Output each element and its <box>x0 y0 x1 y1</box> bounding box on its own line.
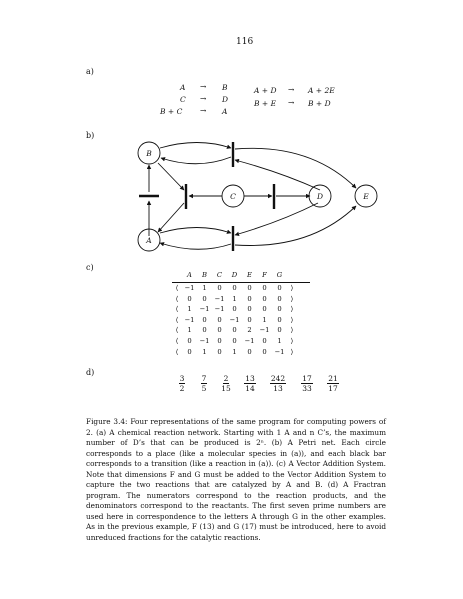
reaction-5-arrow: → <box>288 98 295 107</box>
fraction <box>269 374 287 393</box>
vas-header-cell: C <box>216 271 223 279</box>
vas-cell: 1 <box>187 326 192 335</box>
vas-row <box>172 326 297 334</box>
place-label-c: C <box>230 192 236 201</box>
reaction-1-lhs: A <box>180 83 186 92</box>
vas-cell: 1 <box>232 347 237 356</box>
arc <box>235 206 356 246</box>
vas-bracket: ⟩ <box>290 347 294 356</box>
arc <box>158 163 184 190</box>
vas-cell: 0 <box>187 337 192 345</box>
reaction-2-lhs: C <box>180 95 186 104</box>
vas-cell: 0 <box>187 294 192 303</box>
fraction-denominator: 2 <box>179 384 185 393</box>
reaction-1-arrow: → <box>200 82 207 91</box>
vas-cell: 0 <box>247 294 252 303</box>
reaction-2-rhs: D <box>222 95 229 104</box>
vas-divider <box>172 282 310 283</box>
vas-bracket: ⟨ <box>175 315 179 324</box>
place-label-d: D <box>316 192 324 201</box>
vas-cell: −1 <box>199 337 210 345</box>
vas-cell: 0 <box>232 326 237 335</box>
arc <box>160 243 231 249</box>
fraction <box>173 374 191 393</box>
vas-cell: −1 <box>259 326 270 335</box>
arc <box>235 148 356 188</box>
vas-cell: 0 <box>202 326 207 335</box>
arc <box>161 157 231 164</box>
vas-cell: 0 <box>232 337 237 345</box>
vas-bracket: ⟩ <box>290 326 294 335</box>
vas-cell: 1 <box>187 305 192 314</box>
vas-cell: 0 <box>187 347 192 356</box>
vas-cell: −1 <box>229 315 240 324</box>
place-label-b: B <box>146 149 152 158</box>
fraction-numerator: 242 <box>270 374 286 383</box>
reaction-3-arrow: → <box>200 106 207 115</box>
vas-cell: 0 <box>262 337 267 345</box>
vas-cell: 1 <box>262 315 267 324</box>
vas-header-cell: B <box>202 271 207 279</box>
place-label-a: A <box>146 236 152 245</box>
vas-bracket: ⟨ <box>175 305 179 314</box>
vas-header <box>172 271 297 279</box>
fraction <box>195 374 213 393</box>
fraction <box>241 374 259 393</box>
vas-cell: 0 <box>277 326 282 335</box>
vas-header-cell: D <box>231 271 238 279</box>
fraction-denominator: 13 <box>273 384 283 393</box>
reaction-3-lhs: B + C <box>160 107 183 116</box>
vas-cell: 0 <box>262 305 267 314</box>
vas-header-cell: F <box>262 271 267 279</box>
vas-cell: −1 <box>184 284 195 292</box>
vas-cell: 0 <box>277 305 282 314</box>
vas-cell: 0 <box>262 347 267 356</box>
vas-cell: −1 <box>244 337 255 345</box>
vas-header-cell: E <box>247 271 252 279</box>
fraction-numerator: 3 <box>179 374 185 383</box>
vas-row <box>172 284 297 292</box>
reaction-4-arrow: → <box>288 85 295 94</box>
vas-cell: −1 <box>184 315 195 324</box>
vas-bracket: ⟨ <box>175 284 179 292</box>
vas-cell: 0 <box>262 284 267 292</box>
vas-cell: 0 <box>247 284 252 292</box>
vas-cell: 1 <box>232 294 237 303</box>
vas-bracket: ⟨ <box>175 326 179 335</box>
vas-bracket: ⟩ <box>290 315 294 324</box>
reaction-2-arrow: → <box>200 94 207 103</box>
reaction-4-lhs: A + D <box>254 86 277 95</box>
vas-cell: 0 <box>277 315 282 324</box>
vas-bracket: ⟩ <box>290 337 294 345</box>
vas-row <box>172 348 297 356</box>
vas-cell: 0 <box>247 305 252 314</box>
vas-cell: 0 <box>202 315 207 324</box>
vas-header-cell: G <box>276 271 283 279</box>
fraction <box>217 374 235 393</box>
vas-bracket: ⟨ <box>175 294 179 303</box>
vas-row <box>172 316 297 324</box>
figure-caption: Figure 3.4: Four representations of the same program for computing powers of 2. (a) A chemical reaction network. Starting with 1 A and n C’s, the maximum number of D’s that can be produced is 2ⁿ. (b) A Petri net. Each circle corresponds to a place (like a molecular species in (a)), and each black bar corresponds to a transition (like a reaction in (a)). (c) A Vector Addition System. Note that dimensions F and G must be added to the Vector Addition System to capture the two reactions that are catalyzed by A and B. (d) A Fractran program. The numerators correspond to the reaction products, and the denominators correspond to the reactants. The first seven prime numbers are used here in correspondence to the letters A through G in the other examples. As in the previous example, F (13) and G (17) must be introduced, here to avoid unreduced fractions for the catalytic reactions. <box>86 417 386 542</box>
vas-bracket: ⟨ <box>175 347 179 356</box>
arc <box>160 143 231 149</box>
vas-cell: −1 <box>274 347 285 356</box>
vas-cell: 0 <box>247 315 252 324</box>
vas-cell: 1 <box>202 347 207 356</box>
vas-bracket: ⟩ <box>290 294 294 303</box>
vas-cell: 0 <box>247 347 252 356</box>
reaction-1-rhs: B <box>222 83 228 92</box>
fraction-denominator: 5 <box>201 384 207 393</box>
vas-cell: 0 <box>217 284 222 292</box>
vas-cell: 0 <box>202 294 207 303</box>
vas-row <box>172 305 297 313</box>
page-number: 116 <box>236 37 254 47</box>
vas-cell: 0 <box>277 294 282 303</box>
fraction-numerator: 13 <box>245 374 255 383</box>
arc <box>235 160 320 190</box>
fraction-denominator: 33 <box>302 384 312 393</box>
label-d: d) <box>86 368 95 377</box>
label-a: a) <box>86 67 94 76</box>
fraction-denominator: 14 <box>245 384 255 393</box>
vas-cell: 0 <box>232 284 237 292</box>
vas-row <box>172 337 297 345</box>
vas-cell: 2 <box>247 326 252 335</box>
arc <box>158 203 184 232</box>
fraction-numerator: 7 <box>201 374 207 383</box>
vas-cell: −1 <box>199 305 210 314</box>
arc <box>235 203 318 235</box>
vas-bracket: ⟩ <box>290 284 294 292</box>
vas-cell: 0 <box>217 347 222 356</box>
fraction <box>324 374 342 393</box>
fraction-denominator: 15 <box>221 384 231 393</box>
vas-header-cell: A <box>187 271 192 279</box>
vas-cell: 0 <box>277 284 282 292</box>
reaction-3-rhs: A <box>222 107 228 116</box>
arc <box>160 228 231 234</box>
vas-cell: 1 <box>202 284 207 292</box>
vas-bracket: ⟨ <box>175 337 179 345</box>
vas-cell: 0 <box>232 305 237 314</box>
vas-cell: 0 <box>217 315 222 324</box>
vas-cell: 1 <box>277 337 282 345</box>
fraction-denominator: 17 <box>328 384 338 393</box>
fraction <box>298 374 316 393</box>
vas-cell: −1 <box>214 294 225 303</box>
fraction-numerator: 2 <box>223 374 229 383</box>
fraction-numerator: 17 <box>302 374 312 383</box>
reaction-4-rhs: A + 2E <box>308 86 335 95</box>
vas-cell: −1 <box>214 305 225 314</box>
vas-bracket: ⟩ <box>290 305 294 314</box>
vas-cell: 0 <box>217 337 222 345</box>
vas-row <box>172 295 297 303</box>
reaction-5-rhs: B + D <box>308 99 331 108</box>
vas-cell: 0 <box>217 326 222 335</box>
place-label-e: E <box>363 192 369 201</box>
vas-cell: 0 <box>262 294 267 303</box>
label-b: b) <box>86 131 95 140</box>
fraction-numerator: 21 <box>328 374 338 383</box>
reaction-5-lhs: B + E <box>254 99 277 108</box>
label-c: c) <box>86 263 94 272</box>
